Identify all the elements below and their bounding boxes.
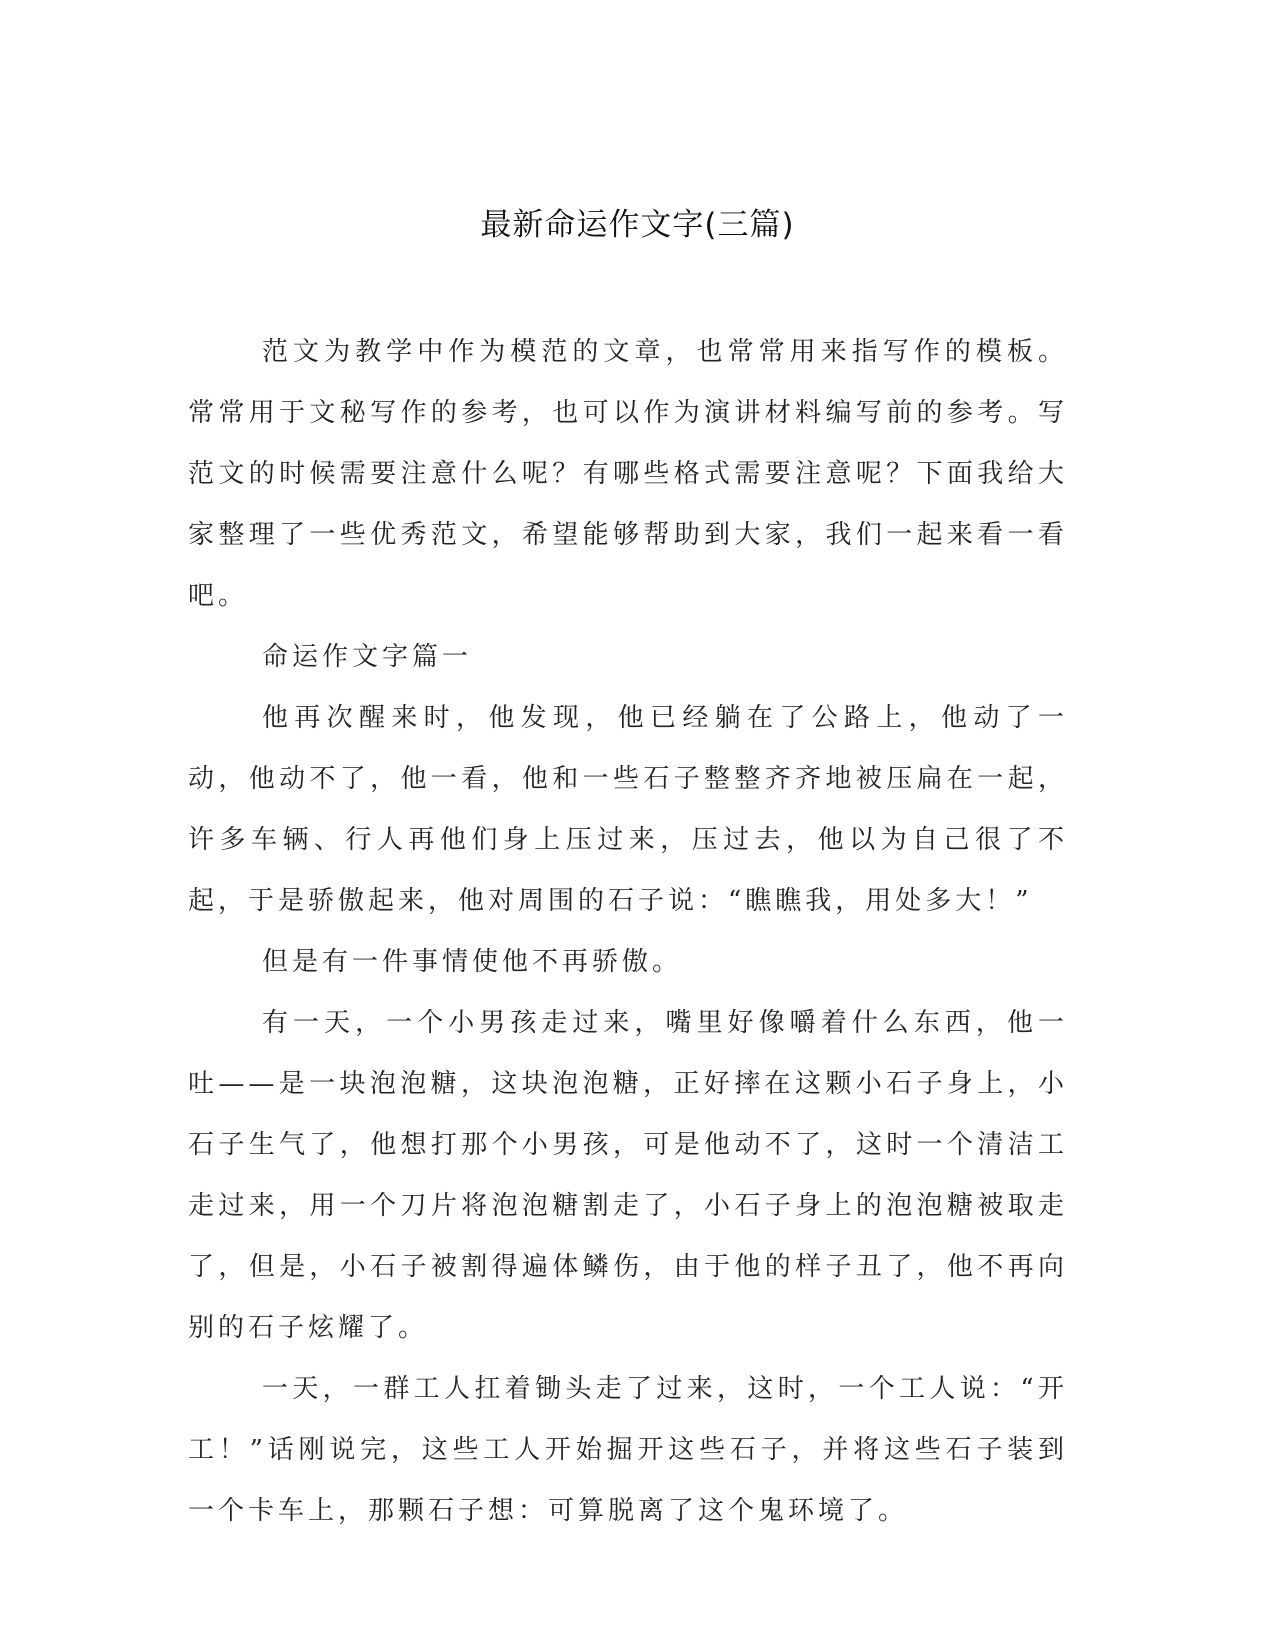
section-heading: 命运作文字篇一 <box>262 642 473 672</box>
body-paragraph: 但是有一件事情使他不再骄傲。 <box>262 947 683 977</box>
body-paragraph: 他再次醒来时，他发现，他已经躺在了公路上，他动了一动，他动不了，他一看，他和一些石子整整齐齐地被压扁在一起，许多车辆、行人再他们身上压过来，压过去，他以为自己很了不起，于是骄傲起来，他对周围的石子说：“瞧瞧我，用处多大！” <box>188 703 1068 916</box>
body-paragraph: 有一天，一个小男孩走过来，嘴里好像嚼着什么东西，他一吐——是一块泡泡糖，这块泡泡糖，正好摔在这颗小石子身上，小石子生气了，他想打那个小男孩，可是他动不了，这时一个清洁工走过来，用一个刀片将泡泡糖割走了，小石子身上的泡泡糖被取走了，但是，小石子被割得遍体鳞伤，由于他的样子丑了，他不再向别的石子炫耀了。 <box>188 1008 1068 1343</box>
document-title: 最新命运作文字(三篇) <box>480 207 795 243</box>
body-paragraph: 一天，一群工人扛着锄头走了过来，这时，一个工人说：“开工！”话刚说完，这些工人开始掘开这些石子，并将这些石子装到一个卡车上，那颗石子想：可算脱离了这个鬼环境了。 <box>188 1374 1068 1526</box>
intro-paragraph: 范文为教学中作为模范的文章，也常常用来指写作的模板。常常用于文秘写作的参考，也可以作为演讲材料编写前的参考。写范文的时候需要注意什么呢？有哪些格式需要注意呢？下面我给大家整理了一些优秀范文，希望能够帮助到大家，我们一起来看一看吧。 <box>188 337 1068 611</box>
document-body <box>188 322 1068 1542</box>
